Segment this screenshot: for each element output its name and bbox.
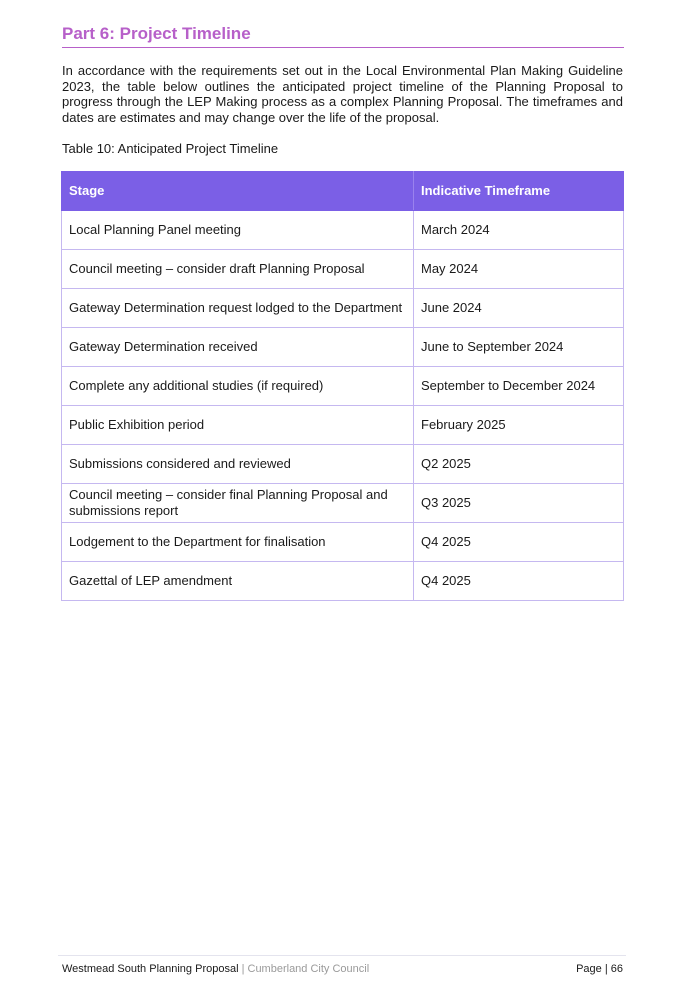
stage-cell: Gateway Determination request lodged to the Department (62, 289, 414, 328)
table-row (62, 406, 624, 445)
table-row (62, 523, 624, 562)
stage-cell: Submissions considered and reviewed (62, 445, 414, 484)
intro-paragraph: In accordance with the requirements set out in the Local Environmental Plan Making Guideline 2023, the table below outlines the anticipated project timeline of the Planning Proposal to progress through the LEP Making process as a complex Planning Proposal. The timeframes and dates are estimates and may change over the life of the proposal. (62, 63, 623, 125)
stage-cell: Local Planning Panel meeting (62, 211, 414, 250)
timeframe-cell: Q2 2025 (414, 445, 624, 484)
timeframe-cell: September to December 2024 (414, 367, 624, 406)
section-heading: Part 6: Project Timeline (62, 24, 624, 48)
table-row (62, 211, 624, 250)
footer-divider (58, 955, 626, 956)
header-stage: Stage (62, 172, 414, 211)
timeframe-cell: Q4 2025 (414, 523, 624, 562)
stage-cell: Gazettal of LEP amendment (62, 562, 414, 601)
table-row (62, 250, 624, 289)
stage-cell: Complete any additional studies (if required) (62, 367, 414, 406)
stage-cell: Gateway Determination received (62, 328, 414, 367)
timeframe-cell: Q4 2025 (414, 562, 624, 601)
header-timeframe: Indicative Timeframe (414, 172, 624, 211)
page-number: Page | 66 (576, 963, 623, 975)
timeframe-cell: Q3 2025 (414, 484, 624, 523)
stage-cell: Council meeting – consider final Planning Proposal and submissions report (62, 484, 414, 523)
table-row (62, 562, 624, 601)
stage-cell: Council meeting – consider draft Planning Proposal (62, 250, 414, 289)
timeframe-cell: June 2024 (414, 289, 624, 328)
footer-document-info (62, 962, 369, 976)
timeframe-cell: March 2024 (414, 211, 624, 250)
footer-document-title: Westmead South Planning Proposal (62, 963, 239, 975)
timeframe-cell: February 2025 (414, 406, 624, 445)
table-caption: Table 10: Anticipated Project Timeline (62, 141, 279, 156)
footer-separator: | (238, 963, 248, 975)
stage-cell: Public Exhibition period (62, 406, 414, 445)
table-row (62, 367, 624, 406)
footer-council-name: Cumberland City Council (247, 963, 370, 975)
table-row (62, 445, 624, 484)
timeframe-cell: June to September 2024 (414, 328, 624, 367)
table-header-row (62, 172, 624, 211)
table-row (62, 289, 624, 328)
timeline-table (61, 171, 624, 601)
table-row (62, 484, 624, 523)
table-row (62, 328, 624, 367)
timeframe-cell: May 2024 (414, 250, 624, 289)
stage-cell: Lodgement to the Department for finalisation (62, 523, 414, 562)
